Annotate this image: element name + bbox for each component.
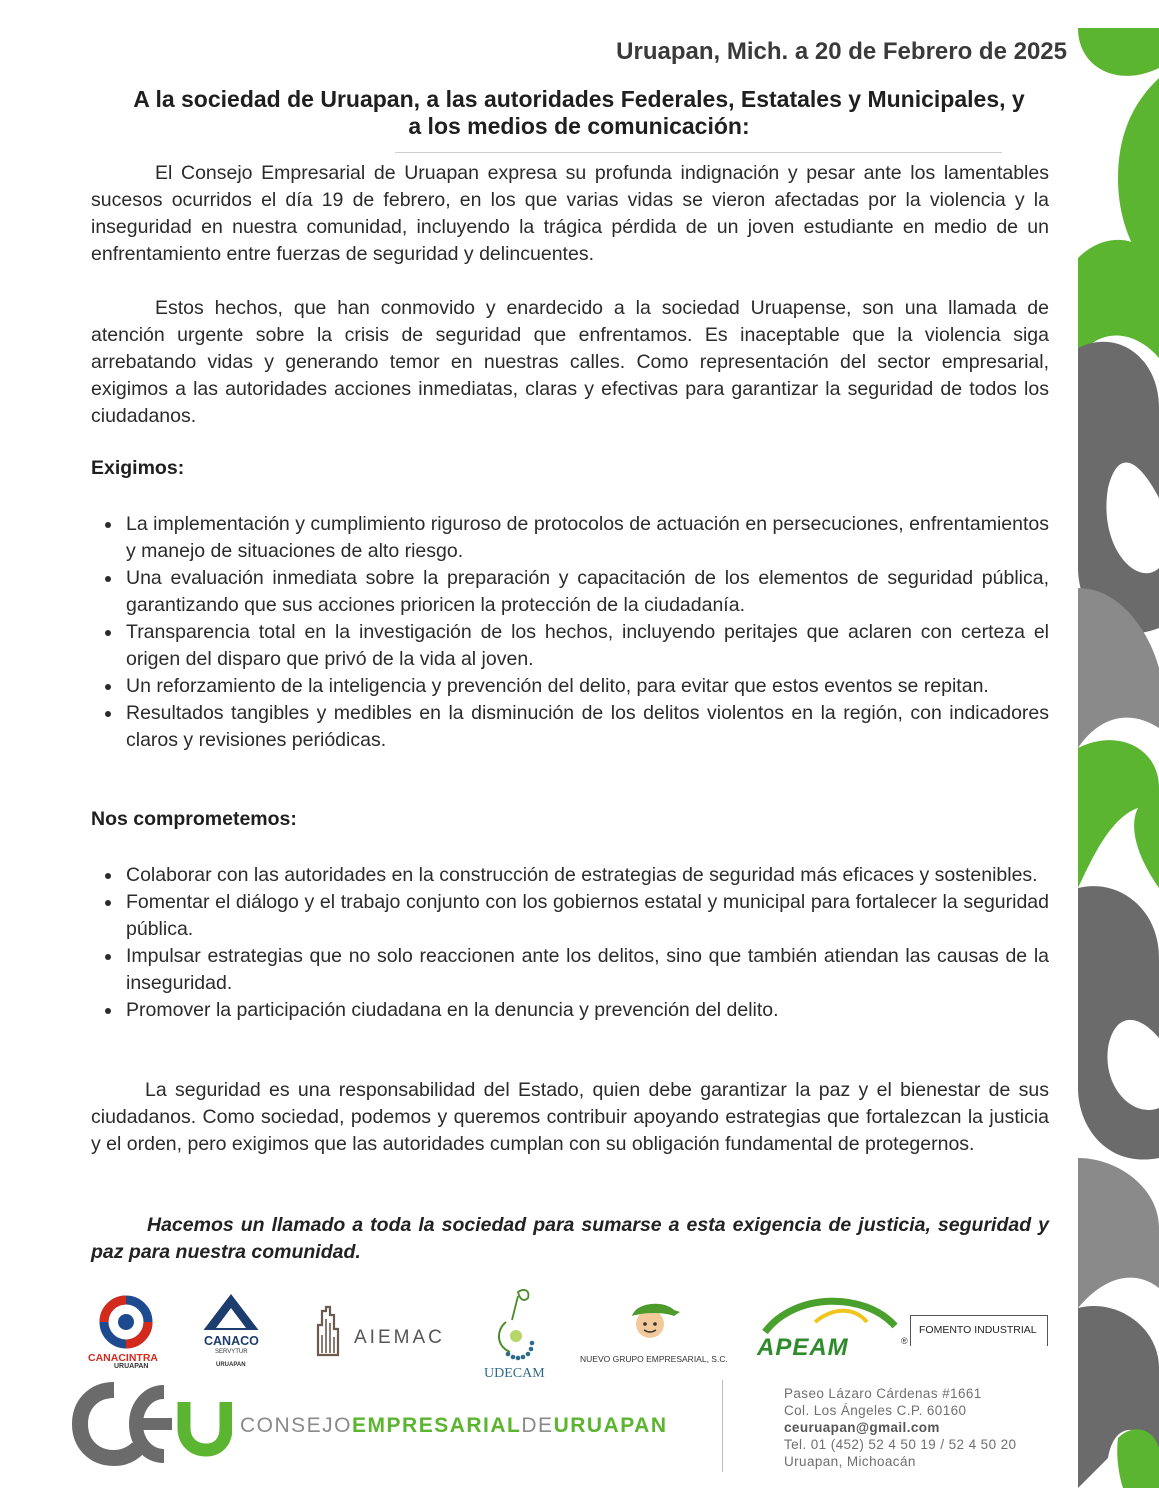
paragraph-1: El Consejo Empresarial de Uruapan expresa su profunda indignación y pesar ante los lamentables sucesos ocurridos el día 19 de febrero, en los que varias vidas se vieron afectadas por la violencia y la inseguridad en nuestra comunidad, incluyendo la trágica pérdida de un joven estudiante en medio de un enfrentamiento entre fuerzas de seguridad y delincuentes. xyxy=(91,162,1049,265)
decorative-side-strip xyxy=(1078,28,1159,1488)
aiemac-tower-icon xyxy=(312,1305,344,1357)
paragraph-3: La seguridad es una responsabilidad del Estado, quien debe garantizar la paz y el bienestar de sus ciudadanos. Como sociedad, podemos y queremos contribuir apoyando estrategias que fortalezcan la justicia y el orden, pero exigimos que las autoridades cumplan con su obligación fundamental de protegernos. xyxy=(91,1079,1049,1155)
letter-title xyxy=(88,86,1070,140)
commitments-list xyxy=(91,862,1049,1024)
list-item: Resultados tangibles y medibles en la disminución de los delitos violentos en la región, con indicadores claros y revisiones periódicas. xyxy=(91,700,1049,754)
org-word-2: EMPRESARIAL xyxy=(352,1414,522,1437)
demands-list xyxy=(91,511,1049,754)
title-line-1: A la sociedad de Uruapan, a las autoridades Federales, Estatales y Municipales, y xyxy=(133,86,1025,112)
fomento-industrial-label: FOMENTO INDUSTRIAL xyxy=(919,1324,1037,1336)
title-divider xyxy=(395,152,1002,153)
city-text: Uruapan, Michoacán xyxy=(784,1454,916,1469)
closing-statement: Hacemos un llamado a toda la sociedad para sumarse a esta exigencia de justicia, seguridad y paz para nuestra comunidad. xyxy=(91,1214,1049,1263)
canacintra-emblem-icon xyxy=(88,1292,168,1352)
canacintra-name: CANACINTRA xyxy=(88,1352,158,1364)
udecam-logo xyxy=(482,1286,552,1386)
org-word-1: CONSEJO xyxy=(240,1414,353,1437)
nuevo-grupo-logo xyxy=(580,1298,740,1370)
canacintra-sub: URUAPAN xyxy=(114,1363,149,1370)
apeam-arc-icon xyxy=(755,1292,905,1336)
phone-text: Tel. 01 (452) 52 4 50 19 / 52 4 50 20 xyxy=(784,1437,1017,1452)
aiemac-name: AIEMAC xyxy=(354,1327,445,1348)
commitments-heading: Nos comprometemos: xyxy=(91,808,297,830)
paragraph-2: Estos hechos, que han conmovido y enardecido a la sociedad Uruapense, son una llamada de atención urgente sobre la crisis de seguridad que enfrentamos. Es inaceptable que la violencia siga arrebatando vidas y generando temor en nuestras calles. Como representación del sector empresarial, exigimos a las autoridades acciones inmediatas, claras y efectivas para garantizar la seguridad de todos los ciudadanos. xyxy=(91,297,1049,427)
fomento-industrial-box xyxy=(910,1315,1048,1346)
aiemac-logo xyxy=(312,1305,462,1360)
apeam-logo xyxy=(755,1292,915,1364)
org-word-3: DE xyxy=(521,1414,554,1437)
list-item: La implementación y cumplimiento riguroso de protocolos de actuación en persecuciones, enfrentamientos y manejo de situaciones de alto riesgo. xyxy=(91,511,1049,565)
apeam-registered: ® xyxy=(901,1336,908,1346)
list-item: Transparencia total en la investigación de los hechos, incluyendo peritajes que aclaren con certeza el origen del disparo que privó de la vida al joven. xyxy=(91,619,1049,673)
list-item: Una evaluación inmediata sobre la preparación y capacitación de los elementos de seguridad pública, garantizando que sus acciones prioricen la protección de la ciudadanía. xyxy=(91,565,1049,619)
demands-heading: Exigimos: xyxy=(91,457,185,479)
date-line: Uruapan, Mich. a 20 de Febrero de 2025 xyxy=(616,38,1067,65)
canaco-sub-1: SERVYTUR xyxy=(215,1349,248,1355)
udecam-leaf-icon xyxy=(482,1286,552,1364)
list-item: Fomentar el diálogo y el trabajo conjunto con los gobiernos estatal y municipal para fortalecer la seguridad pública. xyxy=(91,889,1049,943)
canacintra-logo xyxy=(88,1292,168,1372)
email-text: ceuruapan@gmail.com xyxy=(784,1420,940,1435)
mascot-icon xyxy=(624,1298,684,1342)
list-item: Colaborar con las autoridades en la construcción de estrategias de seguridad más eficaces y sostenibles. xyxy=(91,862,1049,889)
canaco-sub-2: URUAPAN xyxy=(216,1362,246,1368)
ceu-logo-icon xyxy=(72,1378,232,1470)
address-line-1: Paseo Lázaro Cárdenas #1661 xyxy=(784,1386,982,1401)
list-item: Promover la participación ciudadana en la denuncia y prevención del delito. xyxy=(91,997,1049,1024)
list-item: Impulsar estrategias que no solo reaccionen ante los delitos, sino que también atiendan las causas de la inseguridad. xyxy=(91,943,1049,997)
footer-divider xyxy=(722,1380,723,1472)
nuevo-grupo-name: NUEVO GRUPO EMPRESARIAL, S.C. xyxy=(580,1354,728,1364)
org-word-4: URUAPAN xyxy=(553,1414,668,1437)
footer-org-name xyxy=(240,1414,668,1438)
address-line-2: Col. Los Ángeles C.P. 60160 xyxy=(784,1403,967,1418)
list-item: Un reforzamiento de la inteligencia y prevención del delito, para evitar que estos eventos se repitan. xyxy=(91,673,1049,700)
apeam-name: APEAM xyxy=(757,1334,849,1361)
udecam-name: UDECAM xyxy=(484,1366,545,1381)
canaco-logo xyxy=(200,1292,262,1372)
title-line-2: a los medios de comunicación: xyxy=(408,113,750,139)
canaco-name: CANACO xyxy=(204,1334,259,1348)
canaco-triangle-icon xyxy=(200,1292,262,1334)
footer-address xyxy=(784,1385,1016,1470)
